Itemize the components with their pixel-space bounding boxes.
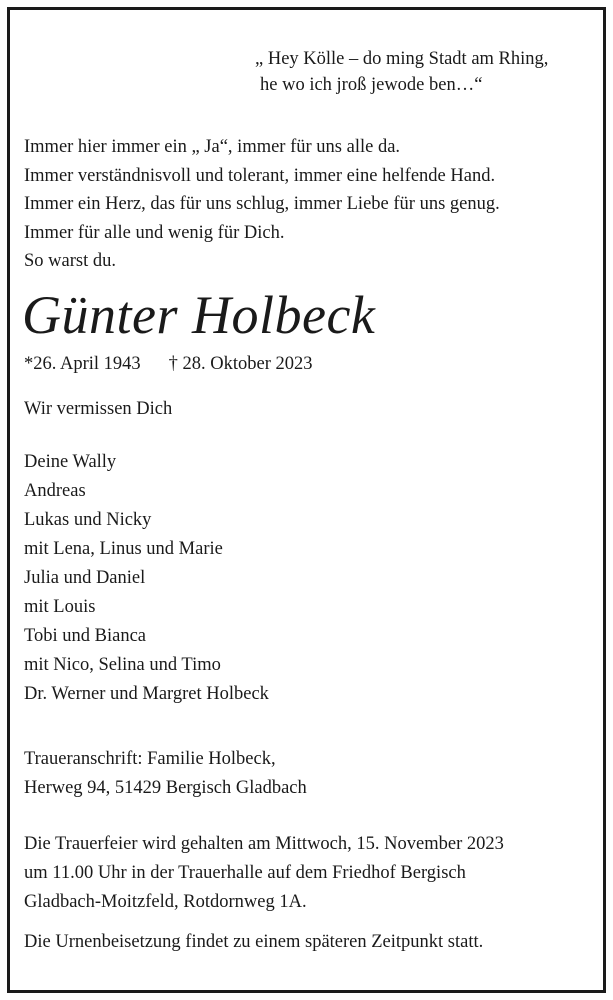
poem-line: Immer hier immer ein „ Ja“, immer für uns alle da. <box>24 137 401 157</box>
poem <box>24 133 500 276</box>
miss-text <box>24 395 172 424</box>
urn-burial-info <box>24 928 483 957</box>
poem-line: Immer ein Herz, das für uns schlug, immer Liebe für uns genug. <box>24 194 500 214</box>
address-line: Herweg 94, 51429 Bergisch Gladbach <box>24 778 307 798</box>
poem-line: So warst du. <box>24 251 116 271</box>
birth-date: *26. April 1943 <box>24 354 141 374</box>
family-member: Deine Wally <box>24 452 117 472</box>
death-date: † 28. Oktober 2023 <box>168 354 313 374</box>
opening-quote <box>255 46 548 98</box>
mourning-address <box>24 745 307 803</box>
family-list <box>24 448 269 709</box>
family-member: mit Lena, Linus und Marie <box>24 539 223 559</box>
poem-line: Immer verständnisvoll und tolerant, immer eine helfende Hand. <box>24 165 496 186</box>
family-member: Julia und Daniel <box>24 568 146 588</box>
quote-line: he wo ich jroß jewode ben…“ <box>260 75 483 95</box>
urn-line: Die Urnenbeisetzung findet zu einem späteren Zeitpunkt statt. <box>24 932 484 952</box>
poem-line: Immer für alle und wenig für Dich. <box>24 222 285 243</box>
ceremony-info <box>24 830 504 917</box>
miss-line: Wir vermissen Dich <box>24 399 173 419</box>
family-member: Tobi und Bianca <box>24 626 147 646</box>
address-line: Traueranschrift: Familie Holbeck, <box>24 749 276 769</box>
family-member: mit Nico, Selina und Timo <box>24 655 221 675</box>
family-member: mit Louis <box>24 597 96 617</box>
ceremony-line: Gladbach-Moitzfeld, Rotdornweg 1A. <box>24 892 307 912</box>
family-member: Lukas und Nicky <box>24 510 152 530</box>
deceased-name: Günter Holbeck <box>22 285 376 345</box>
ceremony-line: Die Trauerfeier wird gehalten am Mittwoch, 15. November 2023 <box>24 834 504 854</box>
family-member: Andreas <box>24 481 86 501</box>
life-dates <box>24 350 313 378</box>
family-member: Dr. Werner und Margret Holbeck <box>24 684 269 704</box>
ceremony-line: um 11.00 Uhr in der Trauerhalle auf dem Friedhof Bergisch <box>24 863 466 883</box>
quote-line: „ Hey Kölle – do ming Stadt am Rhing, <box>255 49 549 69</box>
